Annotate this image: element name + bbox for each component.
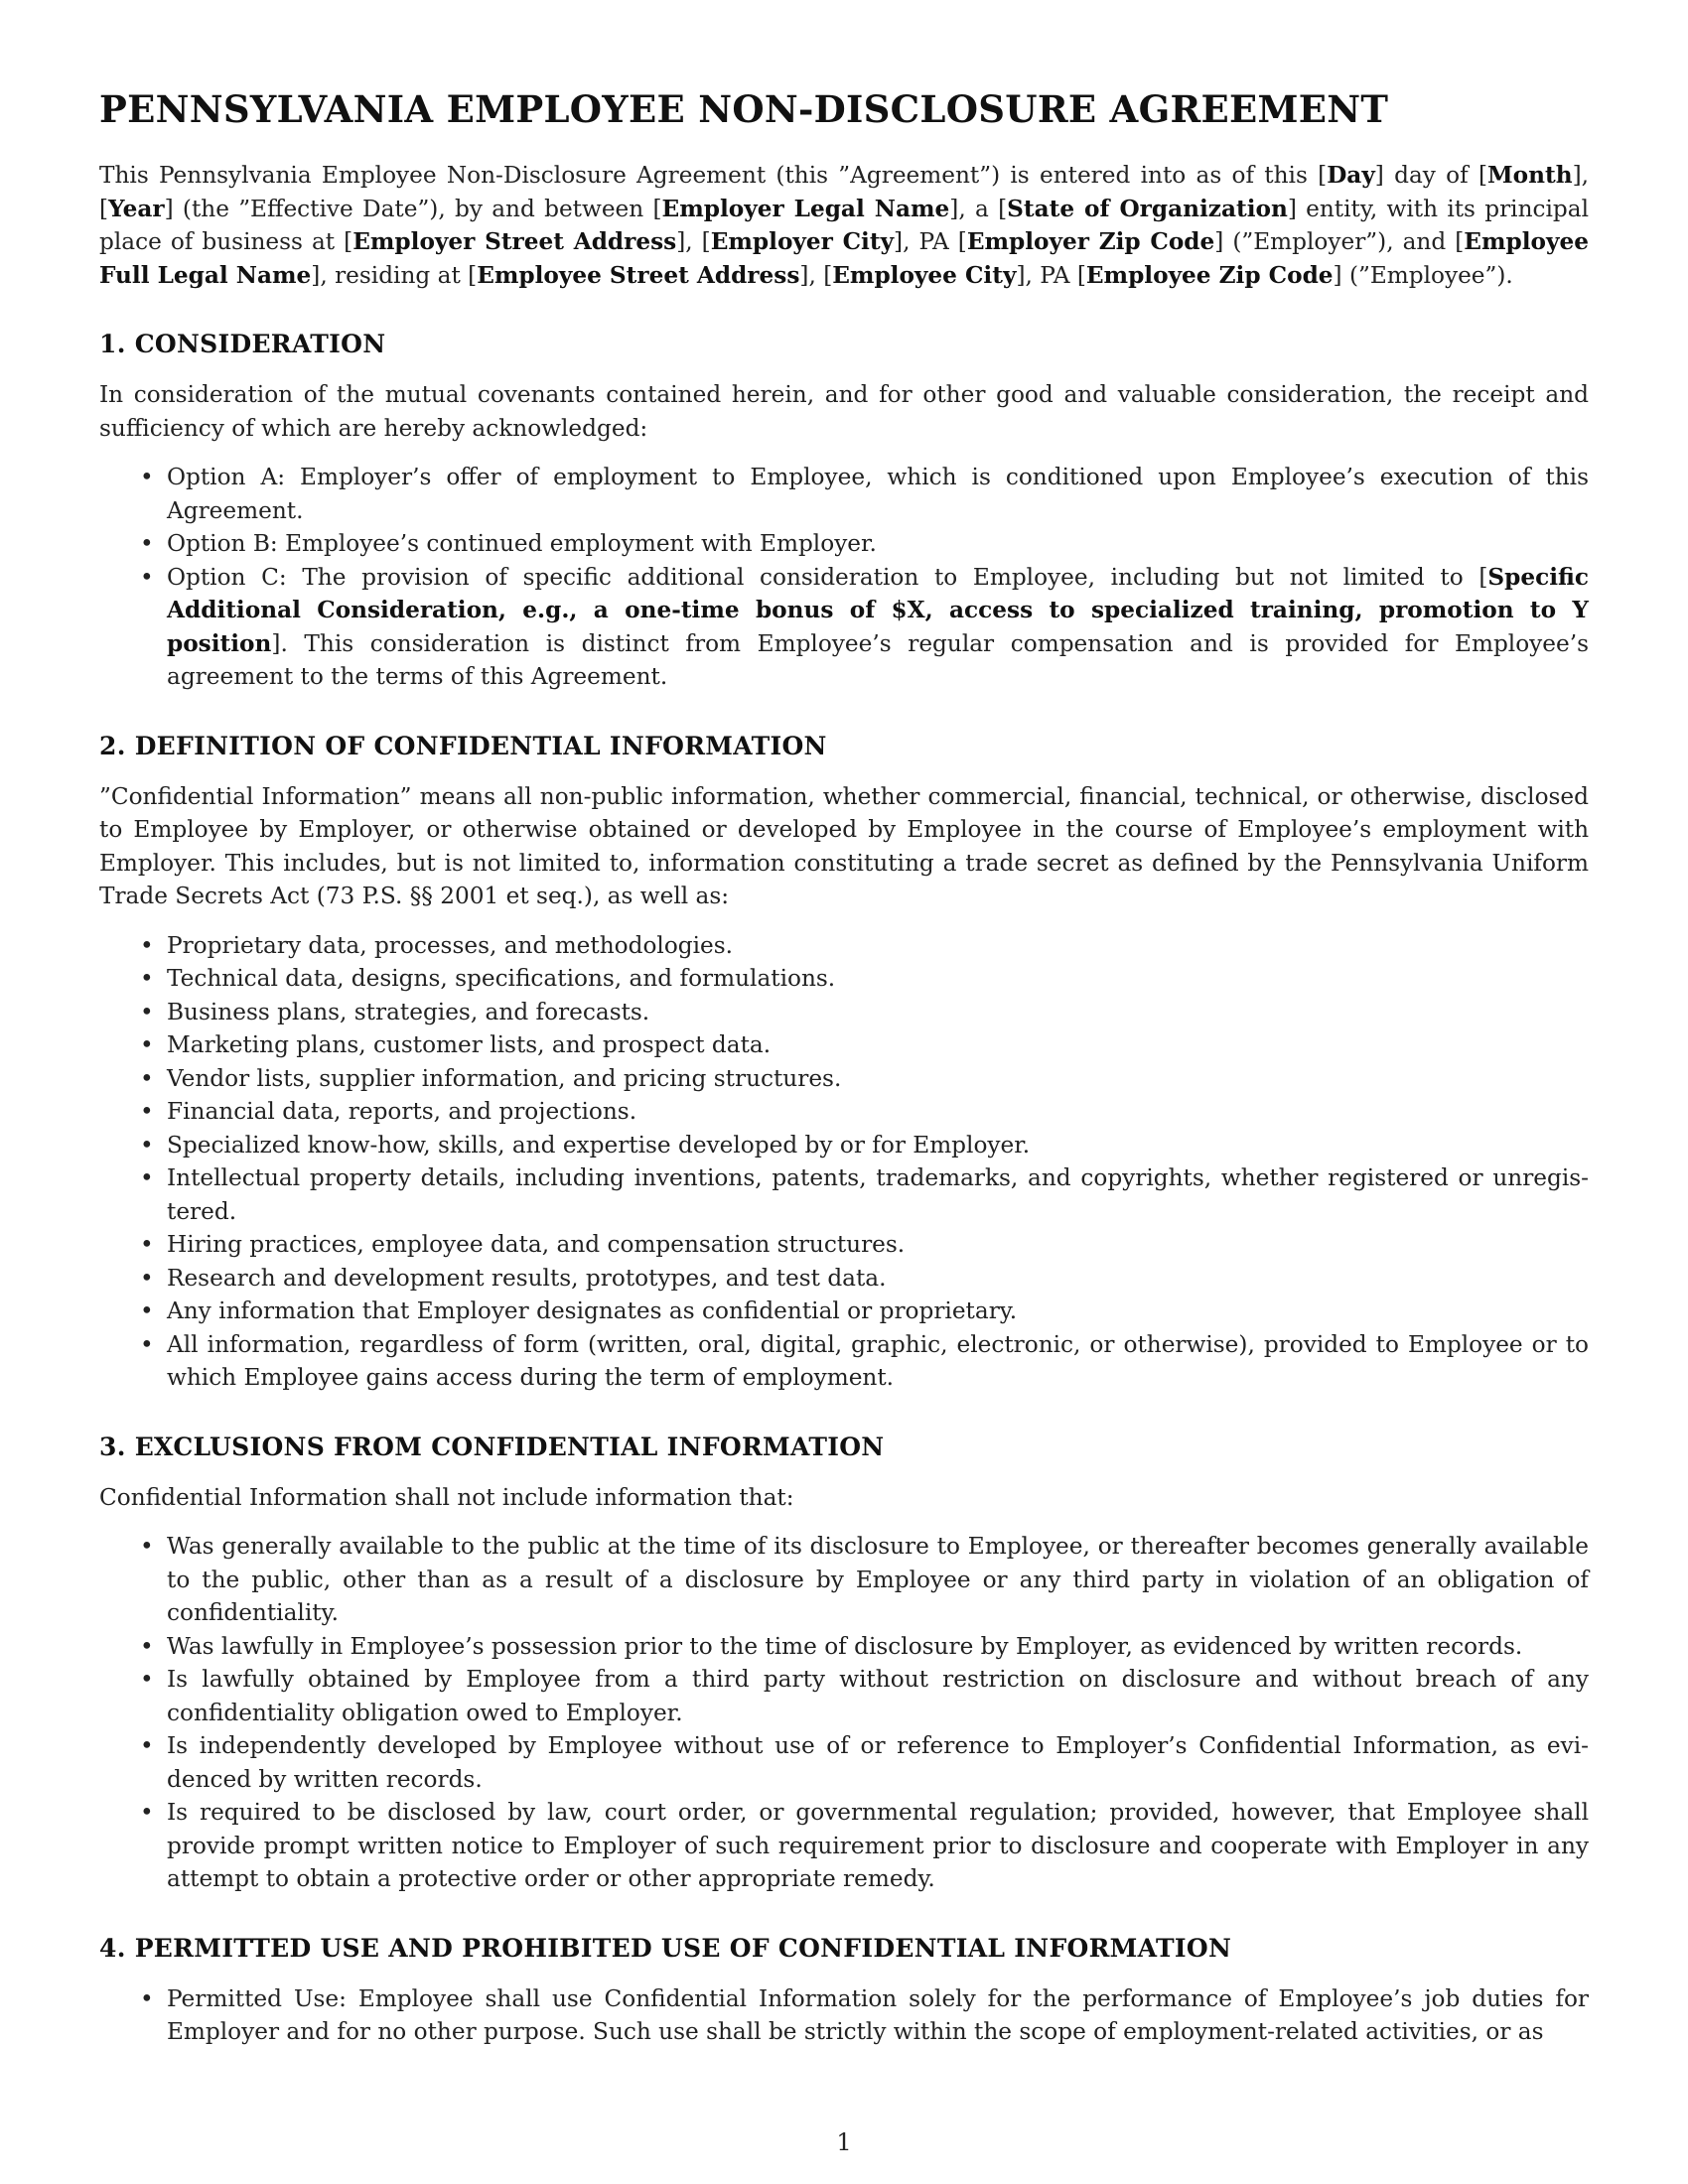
page-number: 1	[836, 2128, 852, 2156]
list-item: • All information, regardless of form (written, oral, digital, graphic, electronic, or otherwise), provided to Employee or to which Employee gains access during the term of employment.	[167, 1328, 1589, 1395]
placeholder-field: Employee Full Legal Name	[99, 228, 1589, 289]
list-item: • Proprietary data, processes, and methodologies.	[167, 929, 1589, 963]
list-item: • Technical data, designs, specifications, and formulations.	[167, 962, 1589, 996]
bullet-icon: •	[140, 1330, 154, 1358]
bullet-list	[99, 1530, 1589, 1896]
bullet-icon: •	[140, 965, 154, 992]
list-item: • Option C: The provision of specific additional consideration to Employee, including but not limited to [Specific Additional Consideration, e.g., a one-time bonus of $X, access to specialized training, promotion to Y position]. This consideration is distinct from Employee’s regular compensation and is provided for Employee’s agreement to the terms of this Agreement.	[167, 561, 1589, 694]
placeholder-field: Month	[1487, 162, 1573, 189]
section-heading: 4. PERMITTED USE AND PROHIBITED USE OF CONFIDENTIAL INFORMATION	[99, 1933, 1232, 1963]
bullet-icon: •	[140, 1799, 154, 1826]
list-item: • Financial data, reports, and projections.	[167, 1095, 1589, 1129]
placeholder-field: Employer Zip Code	[966, 228, 1215, 255]
list-item: • Vendor lists, supplier information, and pricing structures.	[167, 1062, 1589, 1096]
bullet-icon: •	[140, 998, 154, 1025]
bullet-icon: •	[140, 1164, 154, 1191]
list-item: • Is independently developed by Employee without use of or reference to Employer’s Confidential Information, as evi-denced by written records.	[167, 1729, 1589, 1796]
sections-container	[99, 330, 1589, 2049]
placeholder-field: Employer Street Address	[352, 228, 677, 255]
section-heading: 1. CONSIDERATION	[99, 330, 386, 358]
placeholder-field: Employee City	[832, 261, 1017, 289]
section-lead: In consideration of the mutual covenants contained herein, and for other good and valuable consideration, the receipt and sufficiency of which are hereby acknowledged:	[99, 381, 1589, 442]
list-item: • Is required to be disclosed by law, court order, or governmental regulation; provided, however, that Employee shall provide prompt written notice to Employer of such requirement prior to disclosure and cooperate with Employer in any attempt to obtain a protective order or other appropriate remedy.	[167, 1796, 1589, 1896]
bullet-list	[99, 929, 1589, 1395]
placeholder-field: State of Organization	[1007, 195, 1288, 222]
bullet-icon: •	[140, 1632, 154, 1660]
bullet-icon: •	[140, 563, 154, 591]
placeholder-field: Employee Street Address	[477, 261, 800, 289]
list-item: • Hiring practices, employee data, and compensation structures.	[167, 1228, 1589, 1262]
list-item: • Permitted Use: Employee shall use Confidential Information solely for the performance of Employee’s job duties for Employer and for no other purpose. Such use shall be strictly within the scope of employment-related activities, or as	[167, 1982, 1589, 2049]
bullet-list	[99, 1982, 1589, 2049]
intro-paragraph: This Pennsylvania Employee Non-Disclosure Agreement (this ”Agreement”) is entered into as of this [Day] day of [Month], [Year] (the ”Effective Date”), by and between [Employer Legal Name], a [State of Organization] entity, with its principal place of business at [Employer Street Address], [Employer City], PA [Employer Zip Code] (”Employer”), and [Employee Full Legal Name], residing at [Employee Street Address], [Employee City], PA [Employee Zip Code] (”Employee”).	[99, 162, 1589, 289]
bullet-icon: •	[140, 464, 154, 490]
document-title: PENNSYLVANIA EMPLOYEE NON-DISCLOSURE AGREEMENT	[99, 87, 1389, 131]
bullet-icon: •	[140, 1297, 154, 1324]
list-item: • Marketing plans, customer lists, and prospect data.	[167, 1028, 1589, 1062]
bullet-icon: •	[140, 530, 154, 557]
document-page	[99, 87, 1589, 2049]
section-heading: 3. EXCLUSIONS FROM CONFIDENTIAL INFORMATION	[99, 1432, 885, 1461]
list-item: • Business plans, strategies, and forecasts.	[167, 996, 1589, 1029]
section-heading: 2. DEFINITION OF CONFIDENTIAL INFORMATION	[99, 731, 827, 760]
bullet-icon: •	[140, 1064, 154, 1092]
bullet-icon: •	[140, 1231, 154, 1258]
bullet-icon: •	[140, 1098, 154, 1125]
list-item: • Specialized know-how, skills, and expertise developed by or for Employer.	[167, 1129, 1589, 1162]
placeholder-field: Employer Legal Name	[661, 195, 950, 222]
bullet-icon: •	[140, 1533, 154, 1560]
section-lead: ”Confidential Information” means all non-public information, whether commercial, financial, technical, or otherwise, disclosed to Employee by Employer, or otherwise obtained or developed by Employee in the course of Employee’s employment with Employer. This includes, but is not limited to, information constituting a trade secret as defined by the Pennsylvania Uniform Trade Secrets Act (73 P.S. §§ 2001 et seq.), as well as:	[99, 782, 1589, 909]
bullet-icon: •	[140, 1264, 154, 1292]
bullet-icon: •	[140, 1131, 154, 1159]
list-item: • Research and development results, prototypes, and test data.	[167, 1262, 1589, 1296]
list-item: • Option B: Employee’s continued employment with Employer.	[167, 527, 1589, 561]
list-item: • Was generally available to the public at the time of its disclosure to Employee, or thereafter becomes generally available to the public, other than as a result of a disclosure by Employee or any third party in violation of an obligation of confidentiality.	[167, 1530, 1589, 1630]
bullet-icon: •	[140, 1031, 154, 1058]
placeholder-field: Year	[108, 195, 165, 222]
bullet-icon: •	[140, 1984, 154, 2012]
list-item: • Was lawfully in Employee’s possession prior to the time of disclosure by Employer, as evidenced by written records.	[167, 1630, 1589, 1664]
placeholder-field: Employer City	[710, 228, 895, 255]
placeholder-field: Specific Additional Consideration, e.g., a one-time bonus of $X, access to specialized training, promotion to Y position	[167, 563, 1589, 657]
list-item: • Any information that Employer designates as confidential or proprietary.	[167, 1295, 1589, 1328]
placeholder-field: Day	[1327, 162, 1375, 189]
bullet-icon: •	[140, 931, 154, 959]
bullet-list	[99, 461, 1589, 694]
section-lead: Confidential Information shall not include information that:	[99, 1483, 794, 1511]
list-item: • Option A: Employer’s offer of employment to Employee, which is conditioned upon Employee’s execution of this Agreement.	[167, 461, 1589, 527]
bullet-icon: •	[140, 1732, 154, 1759]
list-item: • Is lawfully obtained by Employee from a third party without restriction on disclosure and without breach of any confidentiality obligation owed to Employer.	[167, 1663, 1589, 1729]
list-item: • Intellectual property details, including inventions, patents, trademarks, and copyrights, whether registered or unregis-tered.	[167, 1161, 1589, 1228]
placeholder-field: Employee Zip Code	[1085, 261, 1334, 289]
bullet-icon: •	[140, 1666, 154, 1693]
